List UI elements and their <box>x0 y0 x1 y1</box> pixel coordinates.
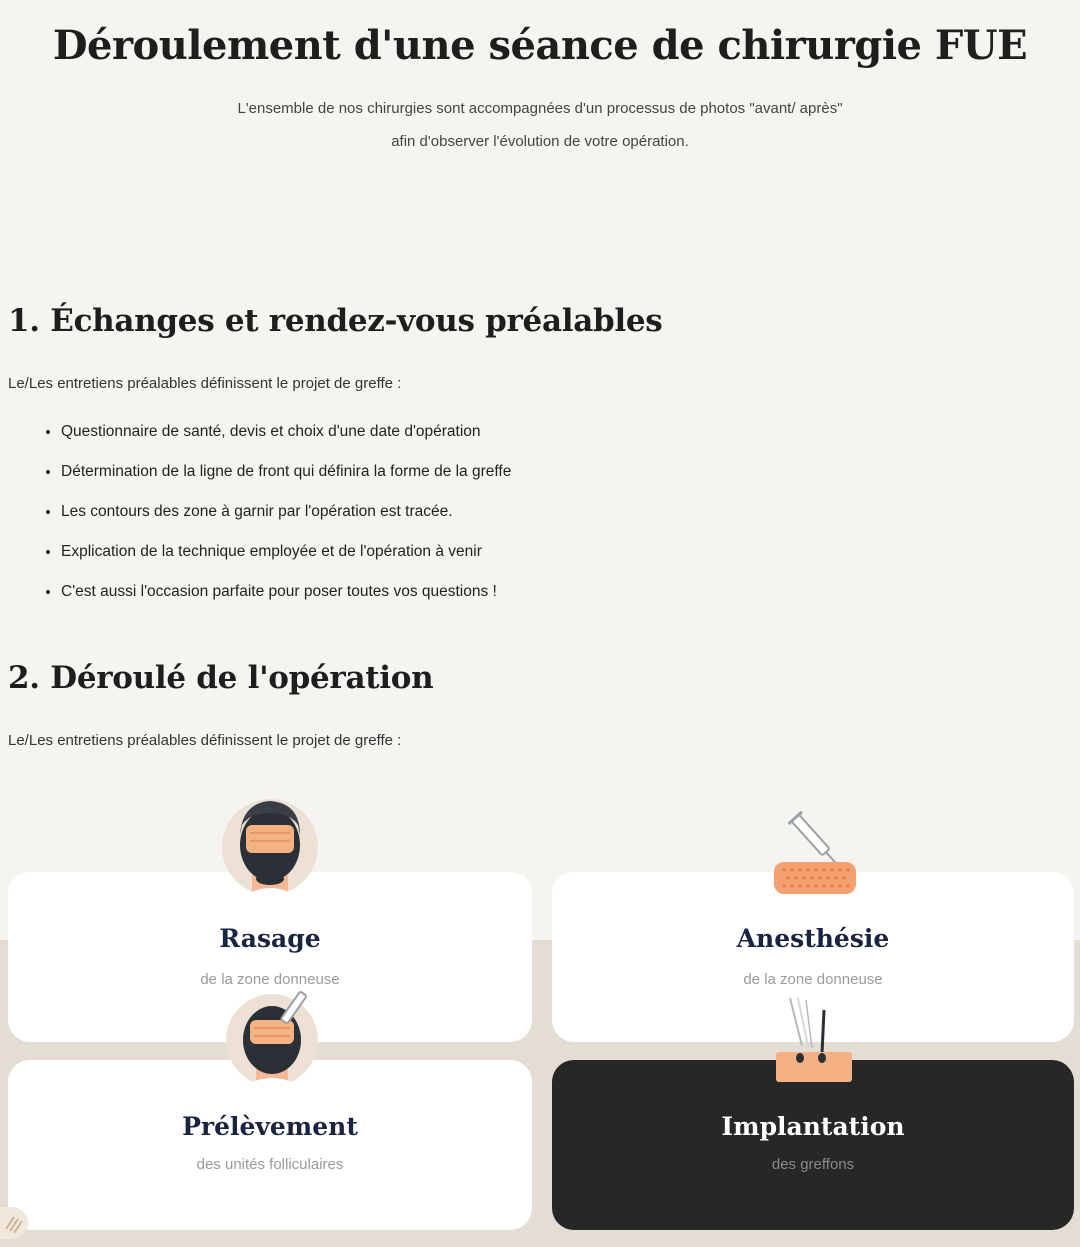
shaved-head-icon <box>220 795 320 897</box>
list-item: • Les contours des zone à garnir par l'opération est tracée. <box>61 500 511 540</box>
step-subtitle: des unités folliculaires <box>196 1156 344 1173</box>
step-subtitle: de la zone donneuse <box>743 971 883 988</box>
list-item: • Détermination de la ligne de front qui définira la forme de la greffe <box>61 460 511 500</box>
step-subtitle: des greffons <box>771 1156 855 1173</box>
section1-heading: 1. Échanges et rendez-vous préalables <box>8 303 663 339</box>
scroll-widget-icon[interactable] <box>0 1207 28 1239</box>
step-title: Rasage <box>219 924 321 953</box>
syringe-skin-icon <box>770 804 860 896</box>
step-subtitle: de la zone donneuse <box>200 971 340 988</box>
section2-heading: 2. Déroulé de l'opération <box>8 660 434 696</box>
list-item: • C'est aussi l'occasion parfaite pour poser toutes vos questions ! <box>61 580 511 620</box>
section2-lead: Le/Les entretiens préalables définissent le projet de greffe : <box>8 732 402 749</box>
page-intro <box>0 92 1080 158</box>
step-title: Implantation <box>721 1112 905 1141</box>
hair-implant-icon <box>772 996 856 1084</box>
list-item: • Explication de la technique employée et de l'opération à venir <box>61 540 511 580</box>
intro-line-2: afin d'observer l'évolution de votre opération. <box>391 133 689 150</box>
extraction-head-icon <box>222 990 322 1086</box>
page-title: Déroulement d'une séance de chirurgie FUE <box>52 22 1028 69</box>
section1-lead: Le/Les entretiens préalables définissent le projet de greffe : <box>8 375 402 392</box>
intro-line-1: L'ensemble de nos chirurgies sont accompagnées d'un processus de photos "avant/ après" <box>237 100 843 117</box>
prerequisite-list <box>8 420 511 620</box>
step-card-implantation <box>552 1060 1074 1230</box>
step-title: Anesthésie <box>736 924 890 953</box>
list-item: • Questionnaire de santé, devis et choix d'une date d'opération <box>61 420 511 460</box>
stripes-icon <box>0 1207 28 1239</box>
step-title: Prélèvement <box>182 1112 358 1141</box>
